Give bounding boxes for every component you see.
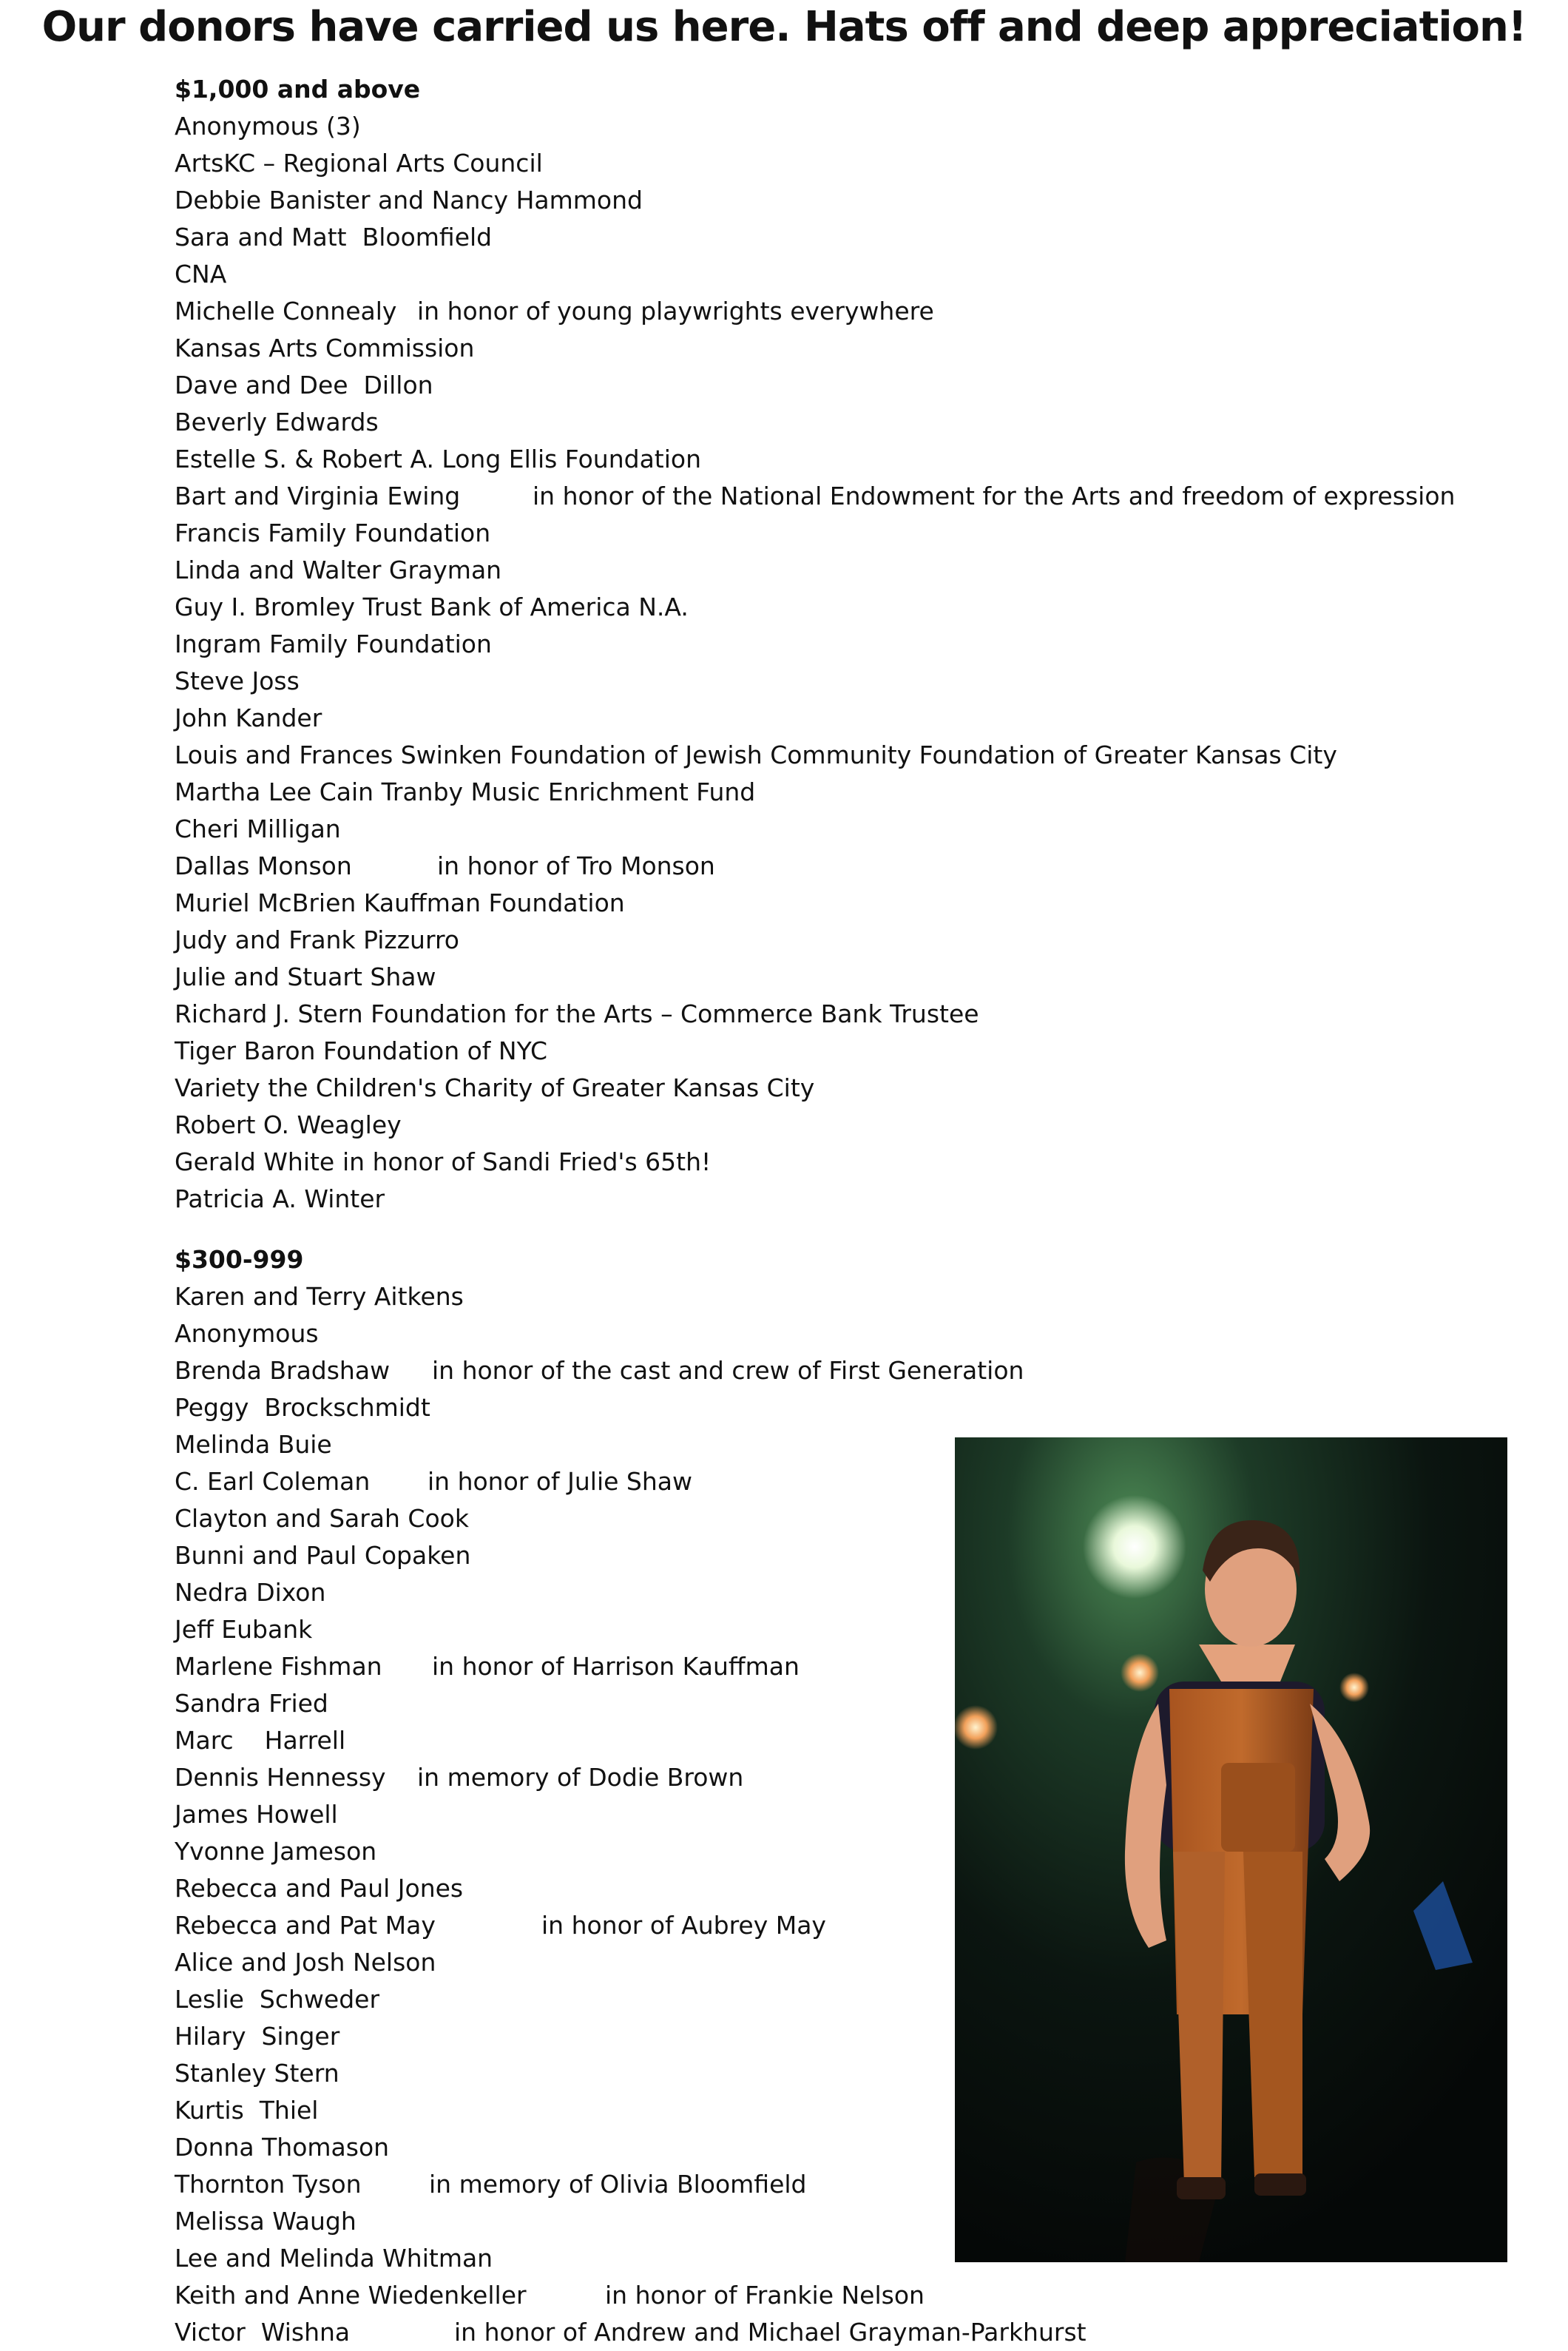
- donor-name: James Howell: [175, 1800, 338, 1829]
- donor-name: Nedra Dixon: [175, 1578, 326, 1607]
- donor-name: Linda and Walter Grayman: [175, 556, 502, 584]
- tribute-note: in honor of Aubrey May: [541, 1911, 826, 1940]
- donor-row: [175, 145, 1521, 182]
- donor-row: [175, 1070, 1521, 1107]
- tier-heading: $1,000 and above: [175, 75, 421, 104]
- donor-row: [175, 1315, 1521, 1352]
- donor-row: [175, 885, 1521, 922]
- page-title: Our donors have carried us here. Hats off and deep appreciation!: [41, 3, 1527, 51]
- tier-heading: $300-999: [175, 1245, 304, 1274]
- donor-name: Julie and Stuart Shaw: [175, 962, 436, 991]
- donor-name: Victor Wishna: [175, 2318, 351, 2347]
- donor-row: [175, 293, 1521, 330]
- tribute-note: in honor of young playwrights everywhere: [417, 297, 934, 326]
- donor-name: Melinda Buie: [175, 1430, 332, 1459]
- donor-name: Bunni and Paul Copaken: [175, 1541, 471, 1570]
- donor-name: Dave and Dee Dillon: [175, 371, 433, 399]
- tier-spacer: [175, 1218, 1521, 1241]
- donor-name: Louis and Frances Swinken Foundation of Jewish Community Foundation of Greater Kansas City: [175, 741, 1337, 769]
- donor-name: Muriel McBrien Kauffman Foundation: [175, 888, 625, 917]
- donor-row: [175, 108, 1521, 145]
- donor-name: Judy and Frank Pizzurro: [175, 925, 459, 954]
- donor-row: [175, 330, 1521, 367]
- donor-row: [175, 2314, 1521, 2351]
- donor-name: Martha Lee Cain Tranby Music Enrichment Fund: [175, 778, 756, 806]
- donor-name: Francis Family Foundation: [175, 519, 491, 547]
- donor-name: Lee and Melinda Whitman: [175, 2244, 493, 2273]
- donor-name: C. Earl Coleman: [175, 1467, 371, 1496]
- donor-name: Rebecca and Pat May: [175, 1911, 436, 1940]
- donor-name: Anonymous: [175, 1319, 319, 1348]
- donor-name: Steve Joss: [175, 667, 300, 695]
- tribute-note: in memory of Olivia Bloomfield: [429, 2170, 807, 2199]
- donor-row: [175, 1033, 1521, 1070]
- donor-name: Hilary Singer: [175, 2022, 340, 2051]
- donor-name: Marlene Fishman: [175, 1652, 382, 1681]
- donor-row: [175, 959, 1521, 996]
- donor-name: Brenda Bradshaw: [175, 1356, 391, 1385]
- donor-name: Ingram Family Foundation: [175, 630, 492, 658]
- donor-name: Kansas Arts Commission: [175, 334, 475, 362]
- donor-row: [175, 626, 1521, 663]
- donor-name: Keith and Anne Wiedenkeller: [175, 2281, 527, 2310]
- donor-name: ArtsKC – Regional Arts Council: [175, 149, 543, 178]
- donor-name: Peggy Brockschmidt: [175, 1393, 430, 1422]
- tribute-note: in honor of Frankie Nelson: [605, 2281, 925, 2310]
- donor-name: Robert O. Weagley: [175, 1110, 402, 1139]
- donor-name: Variety the Children's Charity of Greater Kansas City: [175, 1073, 815, 1102]
- donor-row: [175, 552, 1521, 589]
- donor-row: [175, 404, 1521, 441]
- tribute-note: in honor of Julie Shaw: [428, 1467, 692, 1496]
- donor-name: John Kander: [175, 704, 322, 732]
- donor-row: [175, 589, 1521, 626]
- tribute-note: in honor of Harrison Kauffman: [432, 1652, 800, 1681]
- donor-name: Sandra Fried: [175, 1689, 328, 1718]
- donor-name: Cheri Milligan: [175, 814, 341, 843]
- donor-name: Beverly Edwards: [175, 408, 379, 436]
- stage-performer-icon: [955, 1437, 1507, 2262]
- donor-row: [175, 1352, 1521, 1389]
- donor-name: Bart and Virginia Ewing: [175, 482, 461, 510]
- donor-name: Leslie Schweder: [175, 1985, 380, 2014]
- donor-name: Marc Harrell: [175, 1726, 346, 1755]
- donor-row: [175, 1144, 1521, 1181]
- donor-row: [175, 2277, 1521, 2314]
- donor-row: [175, 367, 1521, 404]
- donor-row: [175, 811, 1521, 848]
- tribute-note: in memory of Dodie Brown: [417, 1763, 744, 1792]
- donor-name: Guy I. Bromley Trust Bank of America N.A.: [175, 593, 689, 621]
- donor-name: Donna Thomason: [175, 2133, 390, 2162]
- donor-name: Debbie Banister and Nancy Hammond: [175, 186, 643, 215]
- tribute-note: in honor of Sandi Fried's 65th!: [342, 1147, 712, 1176]
- donor-name: Alice and Josh Nelson: [175, 1948, 436, 1977]
- donor-name: Melissa Waugh: [175, 2207, 356, 2236]
- donor-name: Richard J. Stern Foundation for the Arts – Commerce Bank Trustee: [175, 999, 979, 1028]
- donor-row: [175, 848, 1521, 885]
- donor-row: [175, 219, 1521, 256]
- donor-name: Tiger Baron Foundation of NYC: [175, 1036, 547, 1065]
- donor-row: [175, 1181, 1521, 1218]
- donor-row: [175, 1107, 1521, 1144]
- donor-name: Clayton and Sarah Cook: [175, 1504, 469, 1533]
- donor-name: Karen and Terry Aitkens: [175, 1282, 464, 1311]
- donor-name: Dennis Hennessy: [175, 1763, 386, 1792]
- donor-row: [175, 700, 1521, 737]
- tribute-note: in honor of the National Endowment for the Arts and freedom of expression: [533, 482, 1456, 510]
- donor-name: Estelle S. & Robert A. Long Ellis Foundation: [175, 445, 702, 473]
- donor-row: [175, 737, 1521, 774]
- donor-name: Sara and Matt Bloomfield: [175, 223, 493, 252]
- tribute-note: in honor of Tro Monson: [437, 851, 715, 880]
- donor-row: [175, 996, 1521, 1033]
- donor-name: Anonymous (3): [175, 112, 361, 141]
- donor-row: [175, 1389, 1521, 1426]
- donor-name: Thornton Tyson: [175, 2170, 362, 2199]
- donor-name: Jeff Eubank: [175, 1615, 313, 1644]
- donor-row: [175, 256, 1521, 293]
- tribute-note: in honor of Andrew and Michael Grayman-Parkhurst: [454, 2318, 1087, 2347]
- donor-row: [175, 663, 1521, 700]
- donor-row: [175, 441, 1521, 478]
- donor-row: [175, 922, 1521, 959]
- donor-row: [175, 774, 1521, 811]
- donor-name: Dallas Monson: [175, 851, 352, 880]
- donor-name: Kurtis Thiel: [175, 2096, 319, 2125]
- donor-name: Yvonne Jameson: [175, 1837, 377, 1866]
- donor-name: CNA: [175, 260, 227, 289]
- performer-photo: [955, 1437, 1507, 2262]
- donor-name: Rebecca and Paul Jones: [175, 1874, 464, 1903]
- tribute-note: in honor of the cast and crew of First Generation: [432, 1356, 1024, 1385]
- donor-name: Patricia A. Winter: [175, 1184, 385, 1213]
- donor-name: Michelle Connealy: [175, 297, 397, 326]
- donor-row: [175, 515, 1521, 552]
- donor-row: [175, 182, 1521, 219]
- donor-name: Stanley Stern: [175, 2059, 339, 2088]
- donor-name: Gerald White: [175, 1147, 335, 1176]
- donor-row: [175, 1278, 1521, 1315]
- donor-row: [175, 478, 1521, 515]
